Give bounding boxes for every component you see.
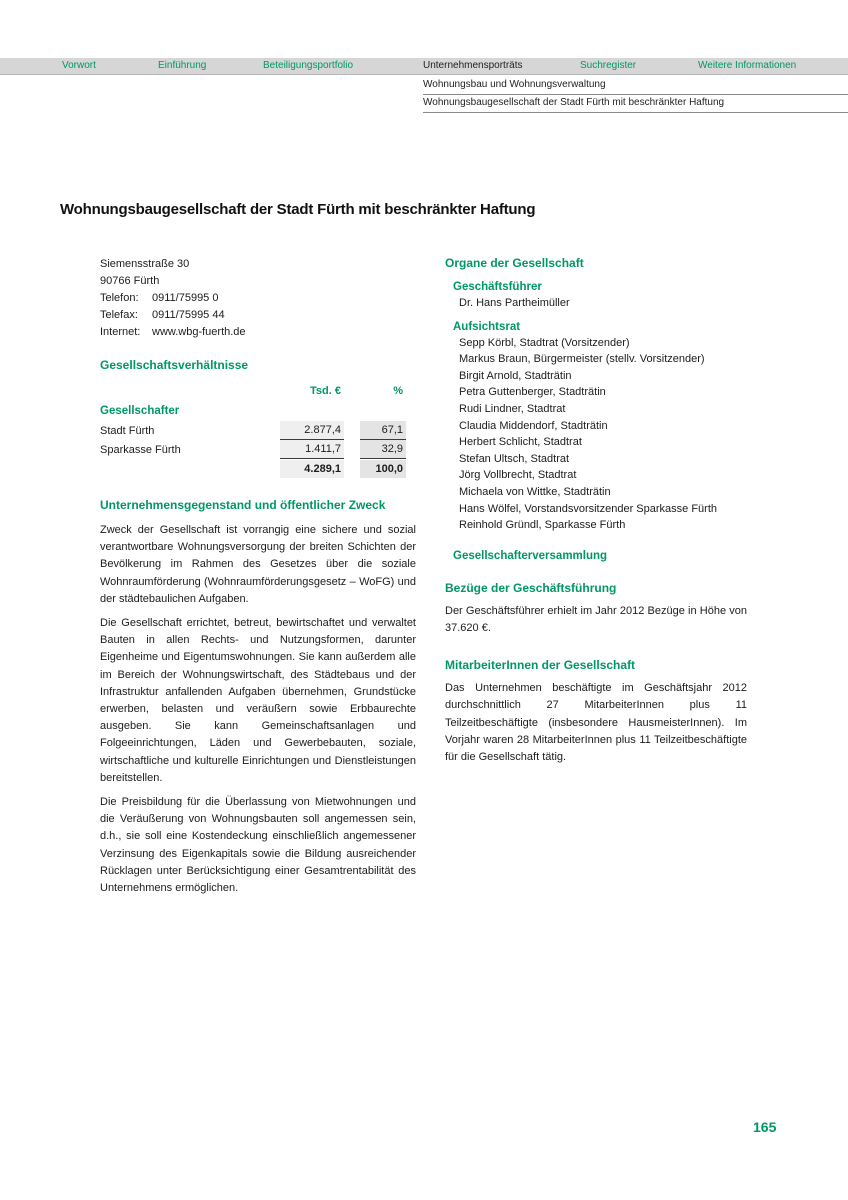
board-member: Herbert Schlicht, Stadtrat (459, 436, 582, 449)
fax-row (100, 307, 416, 324)
table-header-row (100, 385, 416, 397)
organs-heading: Organe der Gesellschaft (445, 256, 584, 270)
nav-item-suchregister[interactable]: Suchregister (580, 60, 637, 71)
shareholder-percent: 67,1 (360, 421, 406, 440)
ownership-section (100, 358, 416, 478)
purpose-paragraph: Die Preisbildung für die Überlassung von Mietwohnungen und die Veräußerung von Wohnungsbauten soll angemessen sein, d.h., sie soll eine Kostendeckung einschließlich angemessener Verzinsung des Eigenkapitals sowie die Bildung ausreichender Rücklagen unter Berücksichtigung einer Gesamtrentabilität des Unternehmens ermöglichen. (100, 796, 416, 895)
board-member: Markus Braun, Bürgermeister (stellv. Vorsitzender) (459, 353, 705, 366)
nav-item-unternehmensportraets[interactable]: Unternehmensporträts (423, 60, 523, 71)
phone-value: 0911/75995 0 (152, 292, 219, 304)
column-header-percent: % (393, 385, 403, 397)
shareholder-amount: 2.877,4 (280, 421, 344, 440)
table-total-row (100, 459, 416, 478)
fax-label: Telefax: (100, 309, 138, 321)
internet-row (100, 324, 416, 341)
board-member: Reinhold Gründl, Sparkasse Fürth (459, 519, 626, 532)
breadcrumb-company: Wohnungsbaugesellschaft der Stadt Fürth mit beschränkter Haftung (423, 97, 848, 113)
phone-label: Telefon: (100, 292, 139, 304)
employees-section (445, 658, 747, 766)
top-nav (0, 58, 848, 75)
board-member: Jörg Vollbrecht, Stadtrat (459, 469, 577, 482)
board-member: Stefan Ultsch, Stadtrat (459, 452, 570, 465)
purpose-heading: Unternehmensgegenstand und öffentlicher Zweck (100, 498, 386, 512)
purpose-paragraph: Zweck der Gesellschaft ist vorrangig eine sichere und sozial verantwortbare Wohnungsversorgung der breiten Schichten der Bevölkerung im Rahmen des Gesetzes über die soziale Wohnraumförderung (Wohnraumförderungsgesetz – WoFG) und der städtebaulichen Aufgaben. (100, 524, 416, 605)
ownership-table (100, 385, 416, 478)
purpose-section (100, 498, 416, 897)
internet-label: Internet: (100, 326, 141, 338)
board-member: Sepp Körbl, Stadtrat (Vorsitzender) (459, 336, 630, 349)
remuneration-heading: Bezüge der Geschäftsführung (445, 580, 617, 595)
column-header-amount: Tsd. € (310, 385, 341, 397)
purpose-paragraph: Die Gesellschaft errichtet, betreut, bewirtschaftet und verwaltet Bauten in allen Rechts- und Nutzungsformen, darunter Eigenheime und Eigentumswohnungen. Sie kann außerdem alle im Bereich der Wohnungswirtschaft, des Städtebaus und der Infrastruktur anfallenden Aufgaben übernehmen, Grundstücke erwerben, belasten und veräußern sowie Erbbaurechte ausgeben. Sie kann Gemeinschaftsanlagen und Folgeeinrichtungen, Läden und Gewerbebauten, soziale, wirtschaftliche und kulturelle Einrichtungen und Dienstleistungen bereitstellen. (100, 617, 416, 784)
table-group-header: Gesellschafter (100, 405, 180, 417)
shareholder-name: Sparkasse Fürth (100, 444, 181, 456)
board-member: Petra Guttenberger, Stadträtin (459, 386, 606, 399)
supervisory-board-block (445, 321, 747, 534)
nav-item-vorwort[interactable]: Vorwort (62, 60, 96, 71)
employees-heading: MitarbeiterInnen der Gesellschaft (445, 658, 636, 673)
nav-item-beteiligungsportfolio[interactable]: Beteiligungsportfolio (263, 60, 354, 71)
table-row (100, 440, 416, 459)
left-column (100, 256, 416, 897)
shareholder-amount: 1.411,7 (280, 440, 344, 459)
managing-director-block (445, 281, 747, 312)
managing-director-name: Dr. Hans Partheimüller (459, 297, 570, 309)
remuneration-section (445, 581, 747, 637)
board-member: Michaela von Wittke, Stadträtin (459, 485, 611, 498)
shareholders-meeting-heading: Gesellschafterversammlung (453, 549, 608, 562)
ownership-heading: Gesellschaftsverhältnisse (100, 358, 249, 372)
board-member: Rudi Lindner, Stadtrat (459, 402, 566, 415)
remuneration-text: Der Geschäftsführer erhielt im Jahr 2012 Bezüge in Höhe von 37.620 €. (445, 604, 747, 634)
nav-item-weitere-informationen[interactable]: Weitere Informationen (698, 60, 797, 71)
page-title: Wohnungsbaugesellschaft der Stadt Fürth mit beschränkter Haftung (60, 201, 536, 218)
contact-block (100, 256, 416, 341)
board-member: Birgit Arnold, Stadträtin (459, 369, 572, 382)
supervisory-board-heading: Aufsichtsrat (453, 320, 521, 333)
fax-value: 0911/75995 44 (152, 309, 225, 321)
right-column (445, 256, 747, 766)
managing-director-heading: Geschäftsführer (453, 281, 542, 293)
page-number: 165 (753, 1119, 777, 1135)
employees-text: Das Unternehmen beschäftigte im Geschäftsjahr 2012 durchschnittlich 27 MitarbeiterInnen plus 11 Teilzeitbeschäftigte (insbesondere HausmeisterInnen). Im Vorjahr waren 28 MitarbeiterInnen plus 11 Teilzeitbeschäftigte für die Gesellschaft tätig. (445, 682, 747, 763)
board-member: Hans Wölfel, Vorstandsvorsitzender Sparkasse Fürth (459, 502, 718, 515)
address-street: Siemensstraße 30 (100, 258, 190, 270)
breadcrumb-section: Wohnungsbau und Wohnungsverwaltung (423, 79, 848, 95)
shareholder-name: Stadt Fürth (100, 425, 155, 437)
board-member: Claudia Middendorf, Stadträtin (459, 419, 608, 432)
nav-item-einfuehrung[interactable]: Einführung (158, 60, 207, 71)
organs-section (445, 256, 747, 562)
total-percent: 100,0 (360, 460, 406, 478)
website-link[interactable]: www.wbg-fuerth.de (152, 326, 246, 338)
phone-row (100, 290, 416, 307)
shareholder-percent: 32,9 (360, 440, 406, 459)
breadcrumb (423, 79, 848, 115)
table-row (100, 421, 416, 440)
total-amount: 4.289,1 (280, 460, 344, 478)
address-city: 90766 Fürth (100, 275, 160, 287)
